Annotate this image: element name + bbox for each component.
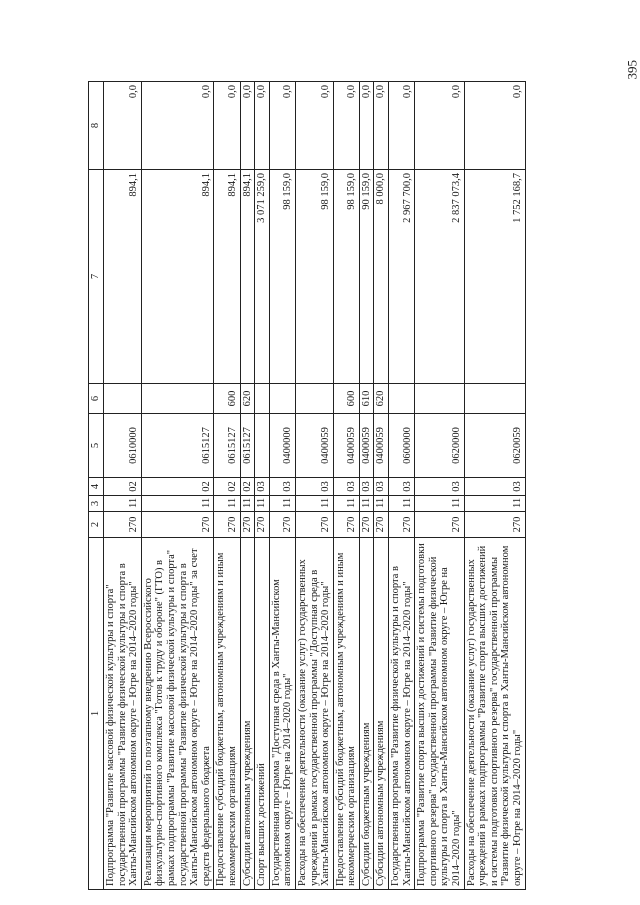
- admin-code-cell: 270: [104, 512, 142, 538]
- page-number: 395: [624, 60, 639, 80]
- table-row: [374, 82, 389, 890]
- target-article-cell: [255, 414, 270, 478]
- amount-cell: 894,1: [104, 170, 142, 384]
- amount-2-cell: 0,0: [255, 82, 270, 170]
- row-name-cell: Субсидии автономным учреждениям: [240, 538, 255, 890]
- target-article-cell: 0620059: [464, 414, 525, 478]
- target-article-cell: 0400059: [359, 414, 374, 478]
- expense-type-cell: [269, 384, 295, 414]
- expense-type-cell: 610: [359, 384, 374, 414]
- section-cell: 11: [104, 496, 142, 512]
- amount-cell: 2 967 700,0: [389, 170, 415, 384]
- amount-2-cell: 0,0: [389, 82, 415, 170]
- amount-cell: 90 159,0: [359, 170, 374, 384]
- row-name-cell: Реализация мероприятий по поэтапному внедрению Всероссийского физкультурно-спортивного комплекса "Готов к труду и обороне" (ГТО) в рамках подпрограммы "Развитие массовой физической культуры и спорта" государственной программы "Развитие физической культуры и спорта в Ханты-Мансийском автономном округе – Югре на 2014–2020 годы" за счет средств федерального бюджета: [141, 538, 214, 890]
- column-header: 2: [89, 512, 104, 538]
- rotated-page-content: [88, 82, 526, 890]
- admin-code-cell: 270: [255, 512, 270, 538]
- subsection-cell: 02: [141, 478, 214, 496]
- section-cell: 11: [333, 496, 359, 512]
- expense-type-cell: [104, 384, 142, 414]
- row-name-cell: Спорт высших достижений: [255, 538, 270, 890]
- expense-type-cell: [415, 384, 464, 414]
- row-name-cell: Государственная программа "Доступная среда в Ханты-Мансийском автономном округе – Югре на 2014–2020 годы": [269, 538, 295, 890]
- column-header: 7: [89, 170, 104, 384]
- amount-cell: 3 071 259,0: [255, 170, 270, 384]
- amount-2-cell: 0,0: [415, 82, 464, 170]
- row-name-cell: Подпрограмма "Развитие спорта высших достижений и системы подготовки спортивного резерва" государственной программы "Развитие физической культуры и спорта в Ханты-Мансийском автономном округе – Югре на 2014–2020 годы": [415, 538, 464, 890]
- admin-code-cell: 270: [240, 512, 255, 538]
- row-name-cell: Расходы на обеспечение деятельности (оказание услуг) государственных учреждений в рамках государственной программы "Доступная среда в Ханты-Мансийском автономном округе – Югре на 2014–2020 годы": [295, 538, 333, 890]
- subsection-cell: 03: [333, 478, 359, 496]
- amount-2-cell: 0,0: [359, 82, 374, 170]
- target-article-cell: 0615127: [214, 414, 240, 478]
- column-header: 3: [89, 496, 104, 512]
- section-cell: 11: [359, 496, 374, 512]
- admin-code-cell: 270: [389, 512, 415, 538]
- column-header: 4: [89, 478, 104, 496]
- expense-type-cell: [389, 384, 415, 414]
- header-row: [89, 82, 104, 890]
- subsection-cell: 03: [389, 478, 415, 496]
- admin-code-cell: 270: [295, 512, 333, 538]
- amount-cell: 894,1: [214, 170, 240, 384]
- section-cell: 11: [374, 496, 389, 512]
- expense-type-cell: [141, 384, 214, 414]
- row-name-cell: Субсидии автономным учреждениям: [374, 538, 389, 890]
- subsection-cell: 03: [374, 478, 389, 496]
- subsection-cell: 02: [104, 478, 142, 496]
- subsection-cell: 03: [359, 478, 374, 496]
- subsection-cell: 02: [214, 478, 240, 496]
- target-article-cell: 0600000: [389, 414, 415, 478]
- subsection-cell: 03: [255, 478, 270, 496]
- amount-2-cell: 0,0: [104, 82, 142, 170]
- amount-cell: 1 752 168,7: [464, 170, 525, 384]
- subsection-cell: 03: [269, 478, 295, 496]
- amount-2-cell: 0,0: [295, 82, 333, 170]
- amount-cell: 2 837 073,4: [415, 170, 464, 384]
- amount-2-cell: 0,0: [141, 82, 214, 170]
- expense-type-cell: [464, 384, 525, 414]
- table-row: [141, 82, 214, 890]
- amount-2-cell: 0,0: [214, 82, 240, 170]
- column-header: 8: [89, 82, 104, 170]
- target-article-cell: 0400059: [295, 414, 333, 478]
- target-article-cell: 0400059: [374, 414, 389, 478]
- amount-2-cell: 0,0: [240, 82, 255, 170]
- admin-code-cell: 270: [359, 512, 374, 538]
- row-name-cell: Субсидии бюджетным учреждениям: [359, 538, 374, 890]
- section-cell: 11: [464, 496, 525, 512]
- target-article-cell: 0610000: [104, 414, 142, 478]
- amount-cell: 98 159,0: [295, 170, 333, 384]
- table-row: [214, 82, 240, 890]
- section-cell: 11: [214, 496, 240, 512]
- row-name-cell: Предоставление субсидий бюджетным, автономным учреждениям и иным некоммерческим организациям: [214, 538, 240, 890]
- admin-code-cell: 270: [415, 512, 464, 538]
- table-row: [295, 82, 333, 890]
- subsection-cell: 03: [295, 478, 333, 496]
- amount-cell: 98 159,0: [333, 170, 359, 384]
- section-cell: 11: [255, 496, 270, 512]
- expense-type-cell: 620: [374, 384, 389, 414]
- admin-code-cell: 270: [141, 512, 214, 538]
- expense-type-cell: [295, 384, 333, 414]
- table-row: [255, 82, 270, 890]
- table-row: [333, 82, 359, 890]
- table-row: [269, 82, 295, 890]
- table-row: [415, 82, 464, 890]
- section-cell: 11: [240, 496, 255, 512]
- amount-cell: 8 000,0: [374, 170, 389, 384]
- column-header: 1: [89, 538, 104, 890]
- table-row: [389, 82, 415, 890]
- table-row: [240, 82, 255, 890]
- target-article-cell: 0620000: [415, 414, 464, 478]
- admin-code-cell: 270: [214, 512, 240, 538]
- amount-cell: 98 159,0: [269, 170, 295, 384]
- row-name-cell: Подпрограмма "Развитие массовой физической культуры и спорта" государственной программы "Развитие физической культуры и спорта в Ханты-Мансийском автономном округе – Югре на 2014–2020 годы": [104, 538, 142, 890]
- subsection-cell: 03: [415, 478, 464, 496]
- section-cell: 11: [141, 496, 214, 512]
- target-article-cell: 0615127: [240, 414, 255, 478]
- column-header: 5: [89, 414, 104, 478]
- table-body: [104, 82, 526, 890]
- target-article-cell: 0615127: [141, 414, 214, 478]
- table-row: [359, 82, 374, 890]
- expense-type-cell: [255, 384, 270, 414]
- subsection-cell: 02: [240, 478, 255, 496]
- column-header: 6: [89, 384, 104, 414]
- target-article-cell: 0400059: [333, 414, 359, 478]
- section-cell: 11: [415, 496, 464, 512]
- section-cell: 11: [295, 496, 333, 512]
- amount-2-cell: 0,0: [464, 82, 525, 170]
- budget-table: [88, 81, 526, 890]
- amount-cell: 894,1: [240, 170, 255, 384]
- amount-2-cell: 0,0: [333, 82, 359, 170]
- row-name-cell: Предоставление субсидий бюджетным, автономным учреждениям и иным некоммерческим организациям: [333, 538, 359, 890]
- section-cell: 11: [269, 496, 295, 512]
- amount-2-cell: 0,0: [374, 82, 389, 170]
- expense-type-cell: 600: [214, 384, 240, 414]
- table-row: [104, 82, 142, 890]
- row-name-cell: Расходы на обеспечение деятельности (оказание услуг) государственных учреждений в рамках подпрограммы "Развитие спорта высших достижений и системы подготовки спортивного резерва" государственной программы "Развитие физической культуры и спорта в Ханты-Мансийском автономном округе – Югре на 2014–2020 годы": [464, 538, 525, 890]
- row-name-cell: Государственная программа "Развитие физической культуры и спорта в Ханты-Мансийском автономном округе – Югре на 2014–2020 годы": [389, 538, 415, 890]
- target-article-cell: 0400000: [269, 414, 295, 478]
- expense-type-cell: 620: [240, 384, 255, 414]
- subsection-cell: 03: [464, 478, 525, 496]
- amount-2-cell: 0,0: [269, 82, 295, 170]
- amount-cell: 894,1: [141, 170, 214, 384]
- admin-code-cell: 270: [333, 512, 359, 538]
- section-cell: 11: [389, 496, 415, 512]
- admin-code-cell: 270: [464, 512, 525, 538]
- expense-type-cell: 600: [333, 384, 359, 414]
- admin-code-cell: 270: [374, 512, 389, 538]
- table-row: [464, 82, 525, 890]
- admin-code-cell: 270: [269, 512, 295, 538]
